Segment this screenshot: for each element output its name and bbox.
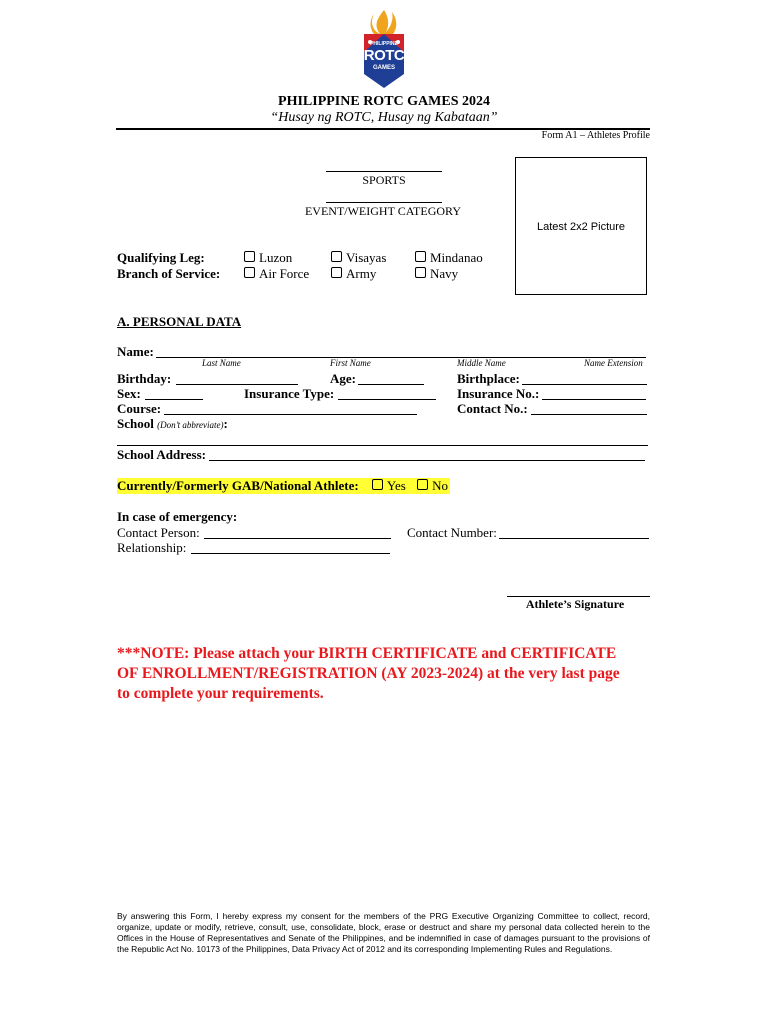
- note-line-2: OF ENROLLMENT/REGISTRATION (AY 2023-2024) at the very last page: [117, 665, 620, 682]
- option-army-label: Army: [346, 266, 377, 281]
- caption-name-extension: Name Extension: [584, 358, 643, 368]
- checkbox-icon: [244, 251, 255, 262]
- checkbox-icon: [244, 267, 255, 278]
- option-yes-label: Yes: [386, 478, 406, 493]
- age-label: Age:: [330, 371, 356, 386]
- qualifying-leg-label: Qualifying Leg:: [117, 250, 205, 265]
- relationship-field[interactable]: [191, 553, 390, 554]
- contact-no-field[interactable]: [531, 414, 647, 415]
- note-line-1: ***NOTE: Please attach your BIRTH CERTIFICATE and CERTIFICATE: [117, 645, 617, 662]
- birthplace-field[interactable]: [522, 384, 647, 385]
- name-label: Name:: [117, 344, 154, 359]
- contact-number-field[interactable]: [499, 538, 649, 539]
- relationship-label: Relationship:: [117, 540, 187, 555]
- form-title: PHILIPPINE ROTC GAMES 2024: [278, 94, 490, 109]
- checkbox-icon: [372, 479, 383, 490]
- school-label: [117, 416, 228, 432]
- checkbox-icon: [331, 267, 342, 278]
- insurance-type-label: Insurance Type:: [244, 386, 335, 401]
- athlete-status-row: [117, 478, 450, 494]
- contact-number-label: Contact Number:: [407, 525, 497, 540]
- logo-main-text: ROTC: [363, 47, 405, 64]
- requirements-note: [117, 644, 677, 704]
- option-mindanao-label: Mindanao: [430, 250, 483, 265]
- checkbox-mindanao[interactable]: [415, 250, 483, 266]
- insurance-no-field[interactable]: [542, 399, 646, 400]
- logo-sub-text: GAMES: [372, 65, 395, 71]
- contact-person-label: Contact Person:: [117, 525, 200, 540]
- emergency-title: In case of emergency:: [117, 509, 238, 524]
- school-address-field[interactable]: [209, 460, 645, 461]
- school-field[interactable]: [117, 445, 648, 446]
- course-field[interactable]: [164, 414, 417, 415]
- insurance-no-label: Insurance No.:: [457, 386, 540, 401]
- logo-top-text: PHILIPPINE: [370, 41, 398, 47]
- signature-label: Athlete’s Signature: [525, 597, 625, 611]
- sports-label: SPORTS: [362, 173, 406, 187]
- school-label-text: School: [117, 416, 154, 431]
- option-air-force-label: Air Force: [259, 266, 310, 281]
- contact-no-label: Contact No.:: [457, 401, 528, 416]
- checkbox-navy[interactable]: [415, 266, 458, 282]
- birthday-label: Birthday:: [117, 371, 172, 386]
- checkbox-no[interactable]: [417, 478, 448, 493]
- contact-person-field[interactable]: [204, 538, 391, 539]
- consent-text: By answering this Form, I hereby express my consent for the members of the PRG Executive Organizing Committee to collect, record, organize, update or modify, retrieve, consult, use, consolidate, block, erase or destruct and share my personal data collected herein to the Offices in the House of Representatives and Senate of the Philippines, and be indemnified in case of damages pursuant to the provisions of the Republic Act No. 10173 of the Philippines, Data Privacy Act of 2012 and its corresponding Implementing Rules and Regulations.: [117, 911, 650, 954]
- checkbox-icon: [415, 267, 426, 278]
- checkbox-luzon[interactable]: [244, 250, 292, 266]
- birthday-field[interactable]: [176, 384, 298, 385]
- checkbox-army[interactable]: [331, 266, 376, 282]
- sex-field[interactable]: [145, 399, 203, 400]
- option-navy-label: Navy: [430, 266, 459, 281]
- event-blank[interactable]: [326, 202, 442, 203]
- photo-box[interactable]: [515, 157, 647, 295]
- checkbox-yes[interactable]: [372, 478, 406, 493]
- sports-blank[interactable]: [326, 171, 442, 172]
- photo-label: Latest 2x2 Picture: [536, 221, 626, 233]
- school-colon: :: [223, 416, 228, 431]
- personal-data-title: A. PERSONAL DATA: [117, 314, 242, 329]
- course-label: Course:: [117, 401, 162, 416]
- athlete-status-label: Currently/Formerly GAB/National Athlete:: [117, 478, 359, 493]
- school-address-label: School Address:: [117, 447, 206, 462]
- form-motto: “Husay ng ROTC, Husay ng Kabataan”: [270, 110, 498, 125]
- checkbox-air-force[interactable]: [244, 266, 309, 282]
- insurance-type-field[interactable]: [338, 399, 436, 400]
- note-line-3: to complete your requirements.: [117, 685, 324, 702]
- event-label: EVENT/WEIGHT CATEGORY: [304, 204, 462, 218]
- form-code: Form A1 – Athletes Profile: [541, 130, 650, 141]
- school-note: (Don’t abbreviate): [157, 420, 224, 430]
- caption-last-name: Last Name: [202, 358, 241, 368]
- rotc-games-logo: [358, 8, 410, 90]
- checkbox-icon: [417, 479, 428, 490]
- caption-middle-name: Middle Name: [457, 358, 506, 368]
- sex-label: Sex:: [117, 386, 141, 401]
- option-no-label: No: [432, 478, 448, 493]
- caption-first-name: First Name: [330, 358, 371, 368]
- checkbox-visayas[interactable]: [331, 250, 386, 266]
- option-visayas-label: Visayas: [346, 250, 387, 265]
- age-field[interactable]: [358, 384, 424, 385]
- checkbox-icon: [415, 251, 426, 262]
- birthplace-label: Birthplace:: [457, 371, 520, 386]
- checkbox-icon: [331, 251, 342, 262]
- option-luzon-label: Luzon: [259, 250, 293, 265]
- branch-label: Branch of Service:: [117, 266, 221, 281]
